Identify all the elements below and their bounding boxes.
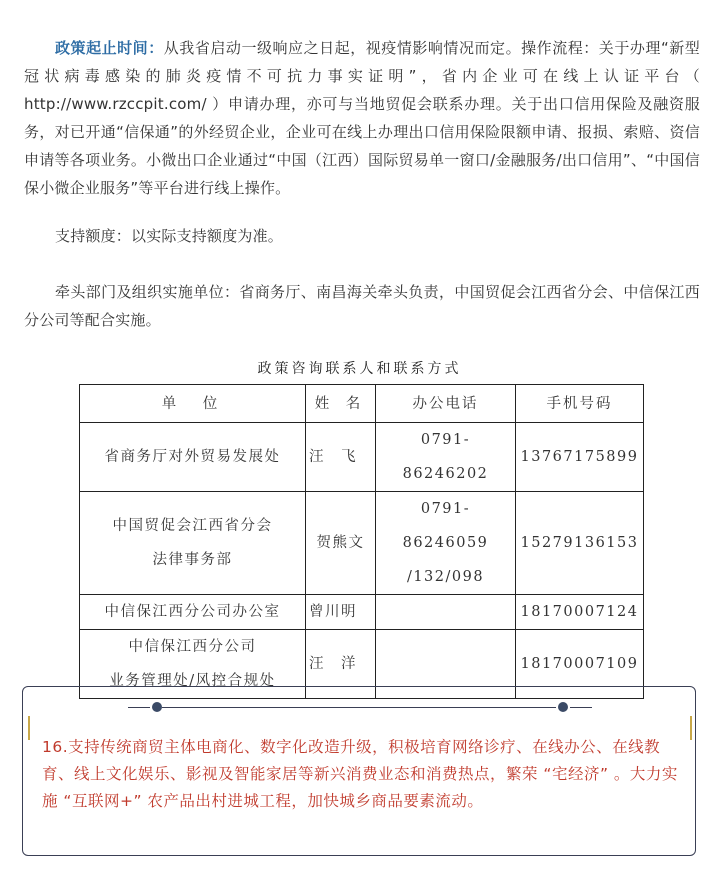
cell-unit-line: 业务管理处/风控合规处 [109,673,276,689]
frame-accent-left [28,716,30,740]
cell-office-line: 0791-86246202 [402,432,489,482]
policy-period-text: 从我省启动一级响应之日起，视疫情影响情况而定。操作流程：关于办理“新型冠状病毒感染的肺炎疫情不可抗力事实证明”，省内企业可在线上认证平台（ http://www.rzccpit.com/ ）申请办理，亦可与当地贸促会联系办理。关于出口信用保险及融资服务，对已开通“信保通”的外经贸企业，企业可在线上办理出口信用保险限额申请、报损、索赔、资信申请等各项业务。小微出口企业通过“中国（江西）国际贸易单一窗口/金融服务/出口信用”、“中国信保小微企业服务”等平台进行线上操作。 [24,39,700,197]
cell-name: 汪 飞 [306,423,376,492]
notice-text: 16.支持传统商贸主体电商化、数字化改造升级，积极培育网络诊疗、在线办公、在线教育、线上文化娱乐、影视及智能家居等新兴消费业态和消费热点，繁荣 “宅经济” 。大力实施 “互联网+” 农产品出村进城工程，加快城乡商品要素流动。 [42,738,678,810]
divider-dot-left [152,702,162,712]
cell-mobile: 18170007109 [516,630,644,699]
cell-unit [80,595,306,630]
table-row [80,595,644,630]
cell-mobile: 13767175899 [516,423,644,492]
header-unit: 单 位 [80,385,306,423]
cell-office [376,423,516,492]
divider-short-left [128,707,150,708]
header-office-phone: 办公电话 [376,385,516,423]
divider-short-right [570,707,592,708]
cell-name: 汪 洋 [306,630,376,699]
support-amount-paragraph: 支持额度：以实际支持额度为准。 [55,227,284,245]
header-name: 姓 名 [306,385,376,423]
policy-period-label: 政策起止时间： [55,39,164,57]
cell-unit-line: 中信保江西分公司办公室 [104,604,281,620]
policy-period-paragraph [24,34,700,202]
cell-unit-line: 省商务厅对外贸易发展处 [104,449,281,465]
cell-office-line: 0791-86246059 [402,501,489,551]
table-header-row [80,385,644,423]
cell-unit [80,423,306,492]
table-title: 政策咨询联系人和联系方式 [257,361,462,377]
divider-dot-right [558,702,568,712]
header-mobile: 手机号码 [516,385,644,423]
cell-mobile: 18170007124 [516,595,644,630]
table-row [80,492,644,595]
cell-name: 贺熊文 [306,492,376,595]
cell-office [376,492,516,595]
cell-name: 曾川明 [306,595,376,630]
frame-accent-right [690,716,692,740]
cell-unit [80,492,306,595]
table-row [80,423,644,492]
cell-office-line: /132/098 [406,569,485,585]
cell-unit-line: 中信保江西分公司 [128,639,257,655]
cell-unit-line: 法律事务部 [152,552,233,568]
lead-department-paragraph: 牵头部门及组织实施单位：省商务厅、南昌海关牵头负责，中国贸促会江西省分会、中信保江西分公司等配合实施。 [24,283,700,329]
cell-mobile: 15279136153 [516,492,644,595]
divider-line [162,707,556,708]
contacts-table [79,384,644,699]
cell-unit-line: 中国贸促会江西省分会 [112,518,273,534]
cell-office [376,595,516,630]
